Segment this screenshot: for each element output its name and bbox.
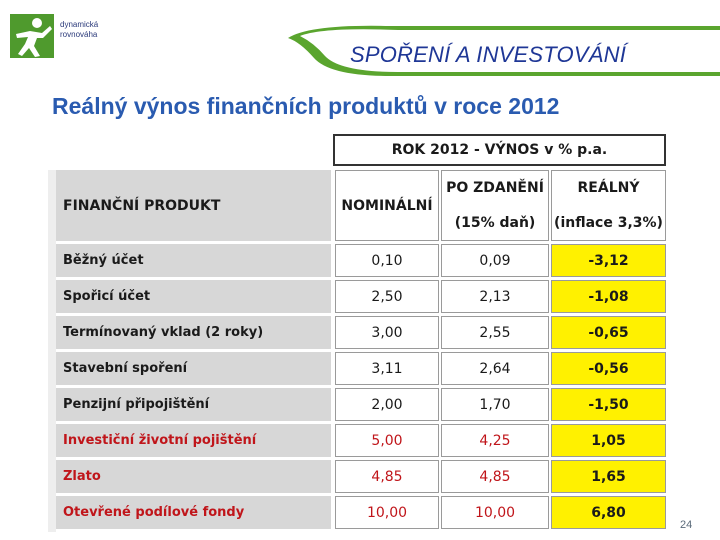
table-cell-nominal: 2,00	[335, 388, 439, 421]
after-tax-subheader-text: (15% daň)	[454, 214, 536, 231]
table-cell-after-tax: 2,64	[441, 352, 549, 385]
table-cell-real: 1,05	[551, 424, 666, 457]
table-cell-product: Zlato	[56, 460, 331, 493]
table-cell-nominal: 10,00	[335, 496, 439, 529]
table-cell-product: Penzijní připojištění	[56, 388, 331, 421]
product-header-text: FINANČNÍ PRODUKT	[63, 197, 221, 214]
logo-text-line1: dynamická	[60, 20, 99, 29]
table-cell-after-tax: 2,13	[441, 280, 549, 313]
table-cell-product: Spořicí účet	[56, 280, 331, 313]
real-column-header	[551, 170, 666, 241]
table-left-strip	[48, 170, 56, 532]
table-cell-product: Stavební spoření	[56, 352, 331, 385]
after-tax-column-header	[441, 170, 549, 241]
table-cell-nominal: 3,11	[335, 352, 439, 385]
real-subheader-text: (inflace 3,3%)	[554, 214, 663, 231]
nominal-header-text: NOMINÁLNÍ	[341, 197, 433, 214]
table-group-header	[333, 134, 666, 166]
table-cell-real: -3,12	[551, 244, 666, 277]
table-cell-after-tax: 10,00	[441, 496, 549, 529]
page-subtitle: Reálný výnos finančních produktů v roce 2012	[52, 93, 560, 119]
table-cell-nominal: 2,50	[335, 280, 439, 313]
table-cell-after-tax: 1,70	[441, 388, 549, 421]
after-tax-header-text: PO ZDANĚNÍ	[446, 180, 544, 197]
logo	[10, 12, 120, 64]
table-cell-real: -1,08	[551, 280, 666, 313]
nominal-column-header	[335, 170, 439, 241]
table-cell-product: Investiční životní pojištění	[56, 424, 331, 457]
table-cell-product: Otevřené podílové fondy	[56, 496, 331, 529]
real-header-text: REÁLNÝ	[577, 180, 640, 197]
table-cell-nominal: 5,00	[335, 424, 439, 457]
table-cell-product: Termínovaný vklad (2 roky)	[56, 316, 331, 349]
table-cell-after-tax: 0,09	[441, 244, 549, 277]
table-cell-after-tax: 4,85	[441, 460, 549, 493]
table-cell-real: -0,56	[551, 352, 666, 385]
page-number: 24	[680, 519, 693, 531]
table-cell-real: -0,65	[551, 316, 666, 349]
logo-figure-icon	[10, 14, 54, 58]
table-cell-real: 6,80	[551, 496, 666, 529]
product-column-header	[56, 170, 331, 241]
logo-text	[60, 20, 98, 40]
group-header-text: ROK 2012 - VÝNOS v % p.a.	[391, 142, 608, 158]
table-cell-real: 1,65	[551, 460, 666, 493]
table-cell-product: Běžný účet	[56, 244, 331, 277]
table-cell-after-tax: 2,55	[441, 316, 549, 349]
table-cell-nominal: 0,10	[335, 244, 439, 277]
table-cell-after-tax: 4,25	[441, 424, 549, 457]
logo-text-line2: rovnováha	[60, 30, 98, 39]
table-cell-real: -1,50	[551, 388, 666, 421]
table-cell-nominal: 3,00	[335, 316, 439, 349]
table-cell-nominal: 4,85	[335, 460, 439, 493]
header-title: SPOŘENÍ A INVESTOVÁNÍ	[350, 42, 627, 67]
